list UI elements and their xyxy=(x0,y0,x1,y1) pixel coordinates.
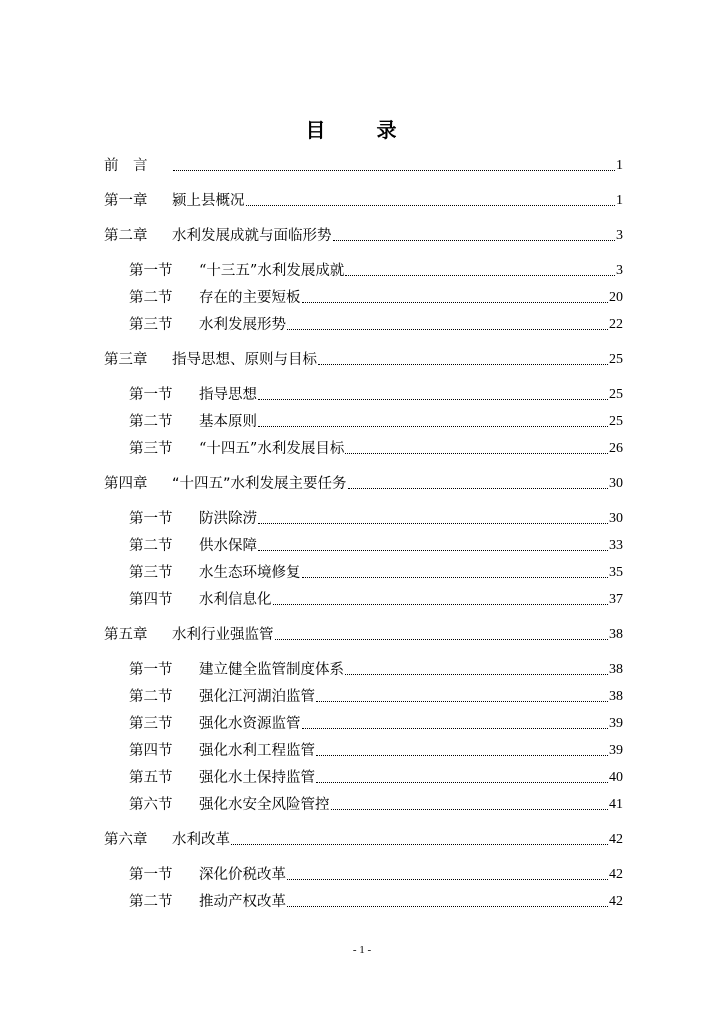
entry-number: 第四节 xyxy=(129,743,173,759)
entry-page-number: 25 xyxy=(609,352,623,367)
dot-leader xyxy=(316,754,608,756)
entry-number: 第二章 xyxy=(104,228,148,244)
dot-leader xyxy=(231,843,608,845)
dot-leader xyxy=(331,808,609,810)
toc-section-entry[interactable] xyxy=(129,682,623,706)
toc-section-entry[interactable] xyxy=(129,558,623,582)
entry-number: 第一节 xyxy=(129,387,173,403)
entry-page-number: 37 xyxy=(609,592,623,607)
entry-title: 基本原则 xyxy=(199,414,257,430)
dot-leader xyxy=(258,398,608,400)
toc-chapter-entry[interactable] xyxy=(104,186,623,210)
toc-chapter-entry[interactable] xyxy=(104,151,623,175)
dot-leader xyxy=(273,603,609,605)
dot-leader xyxy=(316,700,608,702)
entry-title: 水利改革 xyxy=(172,832,230,848)
toc-section-entry[interactable] xyxy=(129,585,623,609)
entry-title: 深化价税改革 xyxy=(199,867,286,883)
entry-page-number: 42 xyxy=(609,867,623,882)
dot-leader xyxy=(302,576,609,578)
entry-title: “十四五”水利发展目标 xyxy=(199,441,345,457)
entry-number: 第二节 xyxy=(129,689,173,705)
dot-leader xyxy=(258,425,608,427)
entry-number: 第三节 xyxy=(129,716,173,732)
dot-leader xyxy=(345,274,615,276)
entry-number: 第一节 xyxy=(129,263,173,279)
entry-page-number: 30 xyxy=(609,511,623,526)
entry-title: 水利发展成就与面临形势 xyxy=(172,228,332,244)
entry-number: 第六章 xyxy=(104,832,148,848)
entry-number: 前 言 xyxy=(104,158,148,174)
entry-number: 第三节 xyxy=(129,565,173,581)
entry-title: 强化水安全风险管控 xyxy=(199,797,330,813)
entry-number: 第二节 xyxy=(129,894,173,910)
entry-page-number: 39 xyxy=(609,716,623,731)
entry-title: 水利发展形势 xyxy=(199,317,286,333)
toc-section-entry[interactable] xyxy=(129,736,623,760)
entry-page-number: 25 xyxy=(609,414,623,429)
entry-title: 指导思想、原则与目标 xyxy=(172,352,317,368)
entry-number: 第一节 xyxy=(129,867,173,883)
entry-title: 水利信息化 xyxy=(199,592,272,608)
toc-section-entry[interactable] xyxy=(129,380,623,404)
dot-leader xyxy=(287,328,608,330)
entry-number: 第三节 xyxy=(129,441,173,457)
entry-number: 第六节 xyxy=(129,797,173,813)
entry-number: 第一章 xyxy=(104,193,148,209)
toc-section-entry[interactable] xyxy=(129,763,623,787)
toc-section-entry[interactable] xyxy=(129,434,623,458)
entry-page-number: 1 xyxy=(616,193,623,208)
toc-section-entry[interactable] xyxy=(129,504,623,528)
entry-page-number: 30 xyxy=(609,476,623,491)
dot-leader xyxy=(173,169,615,171)
entry-title: 供水保障 xyxy=(199,538,257,554)
toc-section-entry[interactable] xyxy=(129,790,623,814)
entry-page-number: 35 xyxy=(609,565,623,580)
entry-title: 强化水土保持监管 xyxy=(199,770,315,786)
entry-title: 存在的主要短板 xyxy=(199,290,301,306)
entry-title: 防洪除涝 xyxy=(199,511,257,527)
entry-page-number: 42 xyxy=(609,832,623,847)
toc-section-entry[interactable] xyxy=(129,655,623,679)
entry-number: 第四节 xyxy=(129,592,173,608)
dot-leader xyxy=(258,549,608,551)
dot-leader xyxy=(316,781,608,783)
entry-title: 强化江河湖泊监管 xyxy=(199,689,315,705)
dot-leader xyxy=(318,363,608,365)
toc-section-entry[interactable] xyxy=(129,887,623,911)
entry-page-number: 38 xyxy=(609,662,623,677)
entry-page-number: 41 xyxy=(609,797,623,812)
dot-leader xyxy=(275,638,609,640)
entry-title: 水生态环境修复 xyxy=(199,565,301,581)
entry-number: 第三章 xyxy=(104,352,148,368)
entry-page-number: 33 xyxy=(609,538,623,553)
toc-chapter-entry[interactable] xyxy=(104,221,623,245)
entry-title: 强化水利工程监管 xyxy=(199,743,315,759)
entry-number: 第一节 xyxy=(129,511,173,527)
entry-number: 第二节 xyxy=(129,290,173,306)
toc-section-entry[interactable] xyxy=(129,283,623,307)
dot-leader xyxy=(302,727,609,729)
entry-number: 第五节 xyxy=(129,770,173,786)
toc-title: 目 录 xyxy=(305,118,419,142)
toc-section-entry[interactable] xyxy=(129,310,623,334)
toc-chapter-entry[interactable] xyxy=(104,620,623,644)
toc-section-entry[interactable] xyxy=(129,407,623,431)
entry-title: 强化水资源监管 xyxy=(199,716,301,732)
entry-page-number: 39 xyxy=(609,743,623,758)
entry-page-number: 3 xyxy=(616,228,623,243)
page-number-footer: - 1 - xyxy=(352,944,372,956)
entry-number: 第二节 xyxy=(129,414,173,430)
entry-page-number: 25 xyxy=(609,387,623,402)
dot-leader xyxy=(287,905,608,907)
dot-leader xyxy=(258,522,608,524)
entry-page-number: 42 xyxy=(609,894,623,909)
entry-number: 第五章 xyxy=(104,627,148,643)
entry-number: 第二节 xyxy=(129,538,173,554)
dot-leader xyxy=(287,878,608,880)
entry-page-number: 1 xyxy=(616,158,623,173)
dot-leader xyxy=(345,673,608,675)
toc-section-entry[interactable] xyxy=(129,709,623,733)
entry-title: 颍上县概况 xyxy=(172,193,245,209)
dot-leader xyxy=(246,204,616,206)
dot-leader xyxy=(302,301,609,303)
entry-number: 第三节 xyxy=(129,317,173,333)
entry-title: “十三五”水利发展成就 xyxy=(199,263,345,279)
toc-section-entry[interactable] xyxy=(129,531,623,555)
entry-number: 第四章 xyxy=(104,476,148,492)
entry-page-number: 22 xyxy=(609,317,623,332)
dot-leader xyxy=(348,487,608,489)
toc-chapter-entry[interactable] xyxy=(104,825,623,849)
entry-title: 指导思想 xyxy=(199,387,257,403)
entry-number: 第一节 xyxy=(129,662,173,678)
entry-title: 推动产权改革 xyxy=(199,894,286,910)
entry-title: “十四五”水利发展主要任务 xyxy=(172,476,347,492)
entry-page-number: 3 xyxy=(616,263,623,278)
entry-page-number: 38 xyxy=(609,627,623,642)
entry-page-number: 20 xyxy=(609,290,623,305)
entry-title: 建立健全监管制度体系 xyxy=(199,662,344,678)
dot-leader xyxy=(333,239,616,241)
toc-section-entry[interactable] xyxy=(129,860,623,884)
dot-leader xyxy=(345,452,608,454)
toc-chapter-entry[interactable] xyxy=(104,345,623,369)
entry-page-number: 38 xyxy=(609,689,623,704)
toc-chapter-entry[interactable] xyxy=(104,469,623,493)
toc-section-entry[interactable] xyxy=(129,256,623,280)
entry-title: 水利行业强监管 xyxy=(172,627,274,643)
entry-page-number: 26 xyxy=(609,441,623,456)
entry-page-number: 40 xyxy=(609,770,623,785)
